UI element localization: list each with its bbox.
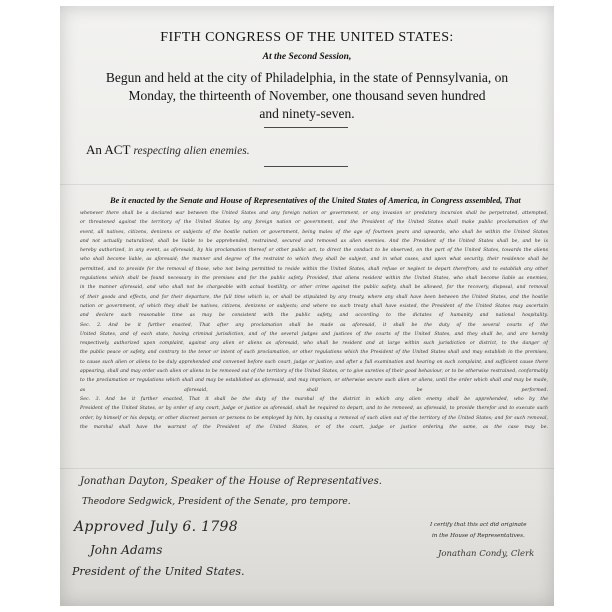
body-line: in the manner aforesaid, and who shall not be chargeable with actual hostility, or other crime against the public safety, shall be allowed, for the recovery, disposal, and removal <box>80 285 548 291</box>
body-line: permitted, and to provide for the removal of those, who not being permitted to reside within the United States, shall refuse or neglect to depart therefrom; and to establish any other <box>80 266 548 272</box>
body-line: event, all natives, citizens, denizens or subjects of the hostile nation or government, being males of the age of fourteen years and upwards, who shall be within the United States <box>80 229 548 235</box>
body-line: order, by himself or his deputy, or other discreet person or persons to be employed by him, by causing a removal of such alien out of the territory of the United States; and for such removal, <box>80 415 548 421</box>
body-line: whenever there shall be a declared war between the United States and any foreign nation or government, or any invasion or predatory incursion shall be perpetrated, attempted, <box>80 211 548 216</box>
body-line: appearing, shall and may order such alien or aliens to be removed out of the territory of the United States, or to give sureties of their good behaviour, or to be otherwise restrained, conformably <box>80 369 548 375</box>
body-line: and declare such reasonable time as may be consistent with the public safety, and according to the dictates of humanity and national hospitality. <box>80 313 548 319</box>
document-page <box>60 6 554 606</box>
approval-date: Approved July 6. 1798 <box>74 519 238 535</box>
enacting-clause: Be it enacted by the Senate and House of Representatives of the United States of America, in Congress assembled, That <box>110 196 521 205</box>
body-line: Sec. 3. And be it further enacted, That it shall be the duty of the marshal of the district in which any alien enemy shall be apprehended, who by the <box>80 396 548 402</box>
header-divider <box>264 127 348 128</box>
convened-line-1: Begun and held at the city of Philadelphia, in the state of Pennsylvania, on <box>105 70 509 85</box>
clerk-attestation-line-1: I certify that this act did originate <box>430 522 527 528</box>
convened-line-2: Monday, the thirteenth of November, one thousand seven hundred <box>128 88 486 103</box>
body-line: United States, and of each state, having criminal jurisdiction, and of the several judges and justices of the courts of the United States, and they shall be, and are hereby <box>80 331 548 337</box>
convened-line-3: and ninety-seven. <box>259 106 355 121</box>
body-line: Sec. 2. And be it further enacted, That after any proclamation shall be made as aforesaid, it shall be the duty of the several courts of the <box>80 322 548 328</box>
body-line: who shall become liable, as aforesaid; the manner and degree of the restraint to which they shall be subject, and in what cases, and upon what security, their residence shall be <box>80 257 548 263</box>
body-line: or threatened against the territory of the United States by any foreign nation or government, and the President of the United States shall make public proclamation of the <box>80 220 548 226</box>
title-divider <box>264 166 348 167</box>
body-line: as aforesaid, shall be performed. <box>80 387 548 393</box>
senate-president-signature: Theodore Sedgwick, President of the Senate, pro tempore. <box>82 497 351 507</box>
body-line: and not actually naturalized, shall be liable to be apprehended, restrained, secured and removed as alien enemies. And the President of the United States shall be, and he is <box>80 238 548 244</box>
paper-fold-line <box>60 184 554 185</box>
president-signature: John Adams <box>90 543 163 557</box>
session-line: At the Second Session, <box>262 52 352 62</box>
body-line: respectively, authorized upon complaint, against any alien or aliens as aforesaid, who shall be resident and at large within such jurisdiction or district, to the danger of <box>80 341 548 347</box>
body-line: hereby authorized, in any event, as aforesaid, by his proclamation thereof or other public act, to direct the conduct to be observed, on the part of the United States, towards the aliens <box>80 248 548 254</box>
body-line: to cause such alien or aliens to be duly apprehended and convened before such court, judge or justice; and after a full examination and hearing on such complaint, and sufficient cause there <box>80 359 548 365</box>
clerk-signature: Jonathan Condy, Clerk <box>438 549 535 559</box>
paper-fold-line <box>60 468 554 469</box>
body-line: regulations which shall be found necessary in the premises and for the public safety. Provided, that aliens resident within the United States, who shall become liable as enemies, <box>80 276 548 282</box>
act-title-subject: respecting alien enemies. <box>133 145 250 157</box>
president-title: President of the United States. <box>72 565 245 578</box>
body-line: the marshal shall have the warrant of the President of the United States, or of the court, judge or justice ordering the same, as the case may be. <box>80 424 548 430</box>
body-line: President of the United States, or by order of any court, judge or justice as aforesaid, shall be required to depart, and to be removed, as aforesaid, to provide therefor and to execute such <box>80 406 548 412</box>
body-line: the public peace or safety, and contrary to the tenor or intent of such proclamation, or other regulations which the President of the United States shall and may establish in the premises, <box>80 350 548 356</box>
act-title <box>86 142 250 158</box>
body-line: of their goods and effects, and for their departure, the full time which is, or shall be stipulated by any treaty, where any shall have been between the United States, and the hostile <box>80 294 548 300</box>
body-line: to the proclamation or regulations which shall and may be established as aforesaid, and may imprison, or otherwise secure such alien or aliens, until the order which shall and may be made, <box>80 378 548 384</box>
speaker-signature: Jonathan Dayton, Speaker of the House of Representatives. <box>80 476 382 487</box>
act-body <box>80 209 548 464</box>
body-line: nation or government, of which they shall be natives, citizens, denizens or subjects; and where no such treaty shall have existed, the President of the United States may ascertain <box>80 303 548 309</box>
clerk-attestation-line-2: in the House of Representatives. <box>432 533 525 539</box>
act-title-prefix: An ACT <box>86 142 131 157</box>
congress-title: FIFTH CONGRESS OF THE UNITED STATES: <box>160 30 454 45</box>
